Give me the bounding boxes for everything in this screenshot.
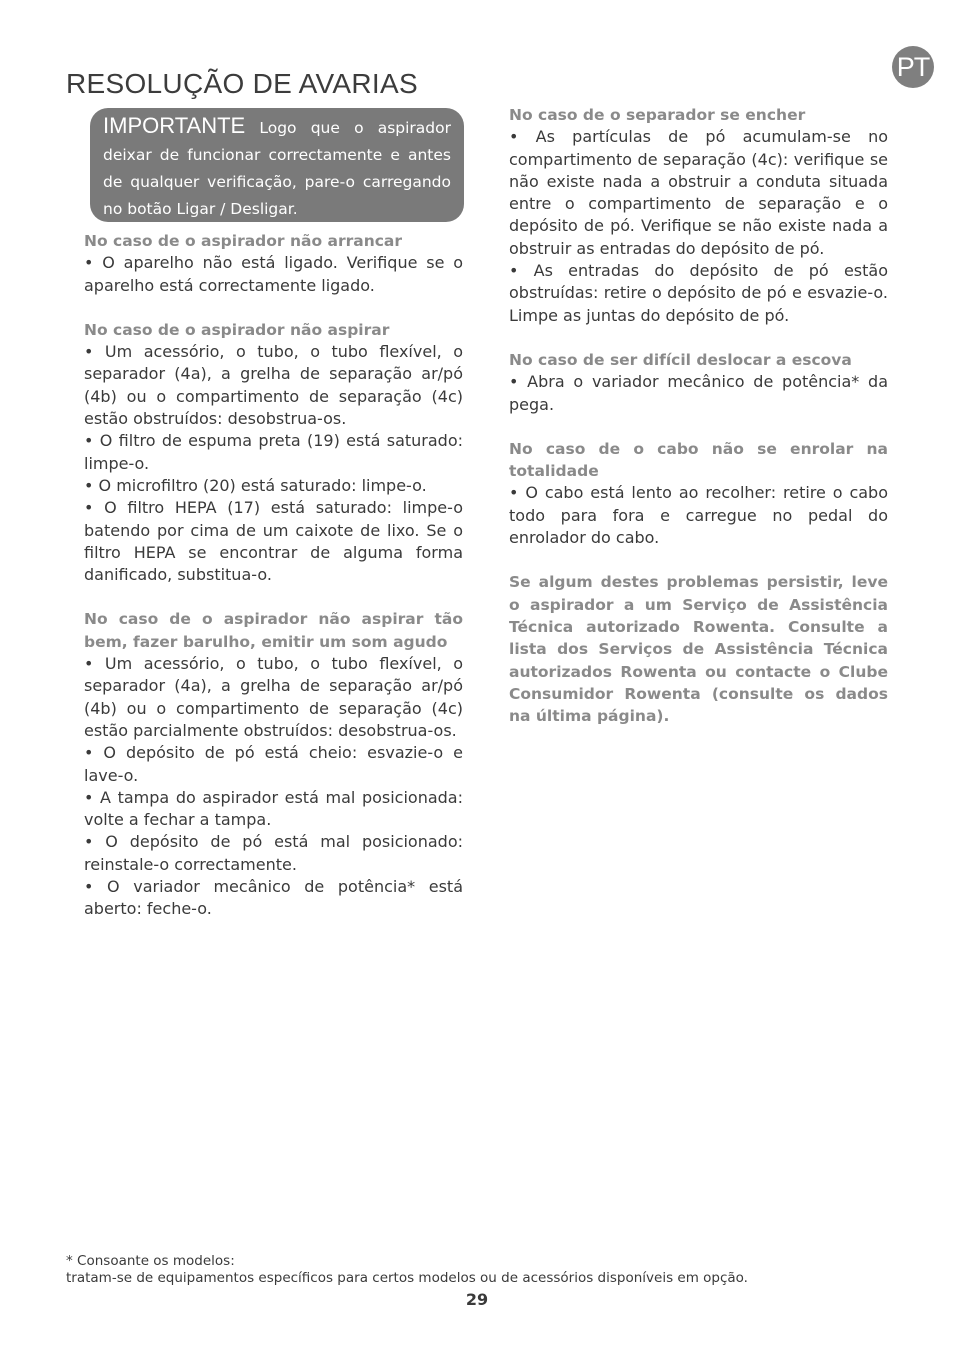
section-separator-full [509,104,888,327]
section-item: • Um acessório, o tubo, o tubo flexível, o separador (4a), a grelha de separação ar/pó (4b) ou o compartimento de separação (4c) estão obstruídos: desobstrua-os. [84,342,463,429]
section-item: • O depósito de pó está cheio: esvazie-o e lave-o. [84,743,463,785]
section-item: • O filtro de espuma preta (19) está saturado: limpe-o. [84,431,463,473]
section-brush-hard-to-move [509,349,888,416]
language-badge: PT [892,46,934,88]
section-item: • A tampa do aspirador está mal posicionada: volte a fechar a tampa. [84,787,463,830]
footnote [66,1253,748,1286]
section-not-suctioning [84,319,463,587]
section-not-starting [84,230,463,297]
section-cable-not-rewinding [509,438,888,549]
page-number: 29 [465,1290,489,1309]
section-heading: No caso de o aspirador não aspirar [84,320,390,339]
section-item: • O filtro HEPA (17) está saturado: limpe-o batendo por cima de um caixote de lixo. Se o filtro HEPA se encontrar de alguma forma danificado, substitua-o. [84,498,463,585]
section-heading: No caso de o separador se encher [509,106,806,124]
section-item: • O aparelho não está ligado. Verifique se o aparelho está correctamente ligado. [84,253,463,295]
section-item: • Um acessório, o tubo, o tubo flexível, o separador (4a), a grelha de separação ar/pó (4b) ou o compartimento de separação (4c) estão parcialmente obstruídos: desobstrua-os. [84,654,463,740]
section-weak-suction-noise [84,608,463,920]
important-heading: IMPORTANTE [103,113,246,138]
section-item: • Abra o variador mecânico de potência* da pega. [509,372,888,414]
section-item: • As partículas de pó acumulam-se no compartimento de separação (4c): verifique se não existe nada a obstruir a conduta situada entre o compartimento de separação e o depósito de pó. Verifique se não existe nada a obstruir as entradas do depósito de pó. [509,127,888,258]
section-item: • As entradas do depósito de pó estão obstruídas: retire o depósito de pó e esvazie-o. Limpe as juntas do depósito de pó. [509,261,888,325]
service-note: Se algum destes problemas persistir, leve o aspirador a um Serviço de Assistência Técnica autorizado Rowenta. Consulte a lista dos Serviços de Assistência Técnica autorizados Rowenta ou contacte o Clube Consumidor Rowenta (consulte os dados na última página). [509,573,888,726]
section-item: • O depósito de pó está mal posicionado: reinstale-o correctamente. [84,832,463,874]
service-note-section [509,571,888,727]
left-column [84,230,463,943]
section-heading: No caso de ser difícil deslocar a escova [509,350,852,369]
important-text: Logo que o aspirador deixar de funcionar correctamente e antes de qualquer verificação, pare-o carregando no botão Ligar / Desligar. [103,119,451,218]
footnote-line: * Consoante os modelos: [66,1253,235,1269]
page-title: RESOLUÇÃO DE AVARIAS [66,68,418,99]
right-column [509,104,888,749]
section-item: • O microfiltro (20) está saturado: limpe-o. [84,475,427,495]
section-item: • O variador mecânico de potência* está aberto: feche-o. [84,877,463,919]
important-notice [90,108,464,222]
section-item: • O cabo está lento ao recolher: retire o cabo todo para fora e carregue no pedal do enrolador do cabo. [509,483,888,548]
section-heading: No caso de o cabo não se enrolar na totalidade [509,439,888,481]
footnote-line: tratam-se de equipamentos específicos para certos modelos ou de acessórios disponíveis em opção. [66,1269,748,1286]
section-heading: No caso de o aspirador não aspirar tão bem, fazer barulho, emitir um som agudo [84,610,463,651]
section-heading: No caso de o aspirador não arrancar [84,232,403,250]
